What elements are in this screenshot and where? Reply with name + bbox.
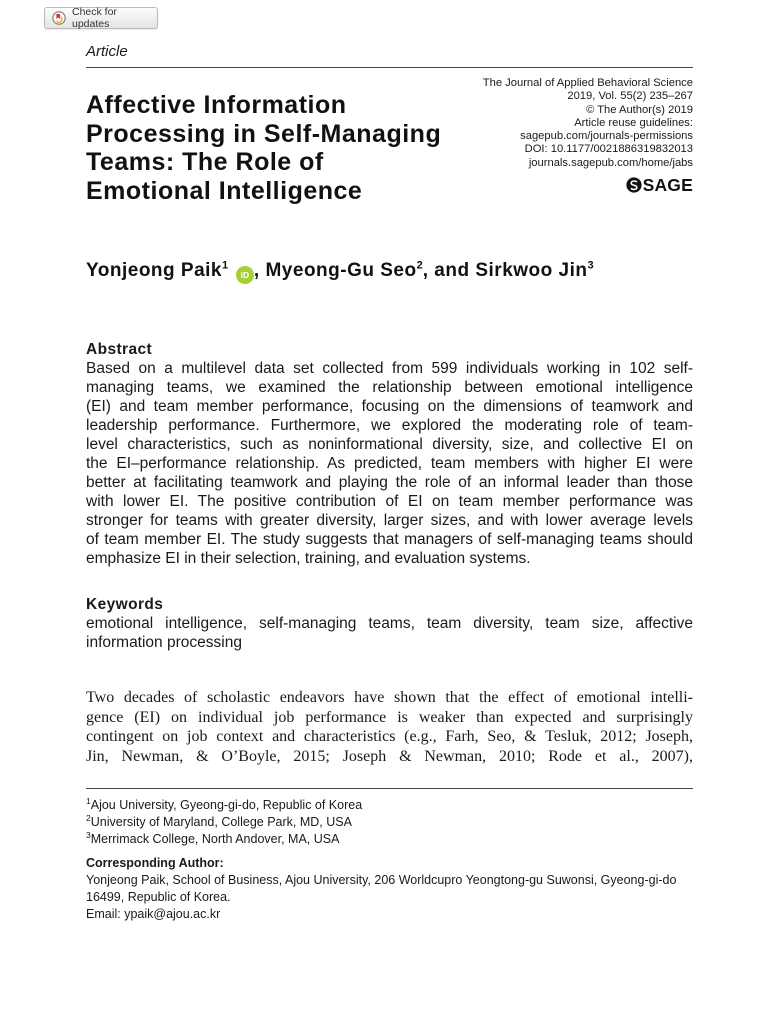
abstract-line: the EI–performance relationship. As predicted, team members with higher EI were [86,455,693,472]
abstract-line: level characteristics, such as noninformational diversity, size, and collective EI on [86,436,693,453]
abstract-line: emphasize EI in their selection, training, and evaluation systems. [86,550,531,567]
affiliation-marker: 2 [86,812,91,823]
keywords-heading: Keywords [86,596,164,613]
journal-info [483,77,693,170]
check-for-updates-label: Check for updates [72,6,117,30]
corresponding-author-address-line: Yonjeong Paik, School of Business, Ajou University, 206 Worldcupro Yeongtong-gu Suwonsi, Gyeong-gi-do [86,873,677,887]
article-type-label: Article [86,43,128,60]
body-line: Jin, Newman, & O’Boyle, 2015; Joseph & Newman, 2010; Rode et al., 2007), [86,748,693,766]
abstract-line: Based on a multilevel data set collected from 599 individuals working in 102 self- [86,360,693,377]
sage-logo-icon [626,177,642,193]
journal-homepage-link[interactable]: journals.sagepub.com/home/jabs [528,156,693,169]
check-for-updates-button[interactable] [44,7,158,29]
author-separator: , and [422,260,476,281]
abstract [86,340,693,568]
author-list [86,260,594,284]
orcid-icon-label: iD [240,270,250,280]
affiliation-note [86,831,693,848]
abstract-line: managing teams, we examined the relationship between emotional intelligence [86,379,693,396]
author-affiliation-marker: 3 [587,259,594,272]
keywords [86,595,693,652]
footnote-rule [86,788,693,789]
journal-name: The Journal of Applied Behavioral Science [482,77,693,89]
copyright-notice: © The Author(s) 2019 [586,103,693,116]
author-affiliation-marker: 2 [416,259,423,272]
abstract-line: (EI) and team member performance, focusing on the dimensions of teamwork and [86,398,693,415]
keywords-line: emotional intelligence, self-managing teams, team diversity, team size, affective [86,615,693,632]
article-title [86,91,476,206]
keywords-line: information processing [86,634,242,651]
author-name: Sirkwoo Jin [475,260,588,281]
abstract-line: better at facilitating teamwork and playing the role of an informal leader than those [86,474,693,491]
abstract-line: with lower EI. The positive contribution of EI on team member performance was [86,493,693,510]
affiliation-note [86,797,693,814]
corresponding-author-address-line: 16499, Republic of Korea. [86,890,231,904]
title-line: Affective Information [86,91,347,119]
affiliation-text: Merrimack College, North Andover, MA, USA [90,832,340,846]
corresponding-author-email[interactable]: Email: ypaik@ajou.ac.kr [86,907,221,921]
abstract-heading: Abstract [86,341,153,358]
abstract-line: leadership performance. Furthermore, we explored the moderating role of team- [86,417,693,434]
author-affiliation-marker: 1 [222,259,229,272]
body-line: gence (EI) on individual job performance is weaker than expected and surprisingly [86,708,693,726]
title-line: Processing in Self-Managing [86,119,442,148]
header-rule [86,67,693,68]
affiliation-text: University of Maryland, College Park, MD, USA [90,815,352,829]
reuse-guidelines-link[interactable]: sagepub.com/journals-permissions [520,130,693,143]
author-name: Yonjeong Paik [86,260,223,281]
journal-volume: 2019, Vol. 55(2) 235–267 [567,90,693,103]
abstract-line: stronger for teams with greater diversity, larger sizes, and with lower average levels [86,512,693,529]
affiliation-marker: 1 [86,795,91,806]
author-name: Myeong-Gu Seo [265,260,417,281]
sage-logo [626,176,693,194]
author-separator: , [253,260,266,281]
affiliation-notes [86,797,693,848]
doi-link[interactable]: DOI: 10.1177/0021886319832013 [524,143,693,156]
body-line: contingent on job context and characteristics (e.g., Farh, Seo, & Tesluk, 2012; Joseph, [86,728,693,746]
sage-logo-text: SAGE [642,175,693,195]
crossmark-icon [52,11,66,25]
title-line: Emotional Intelligence [86,177,363,206]
affiliation-marker: 3 [86,829,91,840]
title-line: Teams: The Role of [86,148,324,177]
body-paragraph [86,688,693,767]
affiliation-note [86,814,693,831]
corresponding-author-heading: Corresponding Author: [86,856,224,870]
corresponding-author [86,855,693,923]
orcid-icon[interactable] [236,266,254,284]
reuse-guidelines-label: Article reuse guidelines: [574,116,693,129]
body-line: Two decades of scholastic endeavors have shown that the effect of emotional intelli- [86,689,693,706]
affiliation-text: Ajou University, Gyeong-gi-do, Republic of Korea [90,798,363,812]
abstract-line: of team member EI. The study suggests that managers of self-managing teams should [86,531,693,548]
